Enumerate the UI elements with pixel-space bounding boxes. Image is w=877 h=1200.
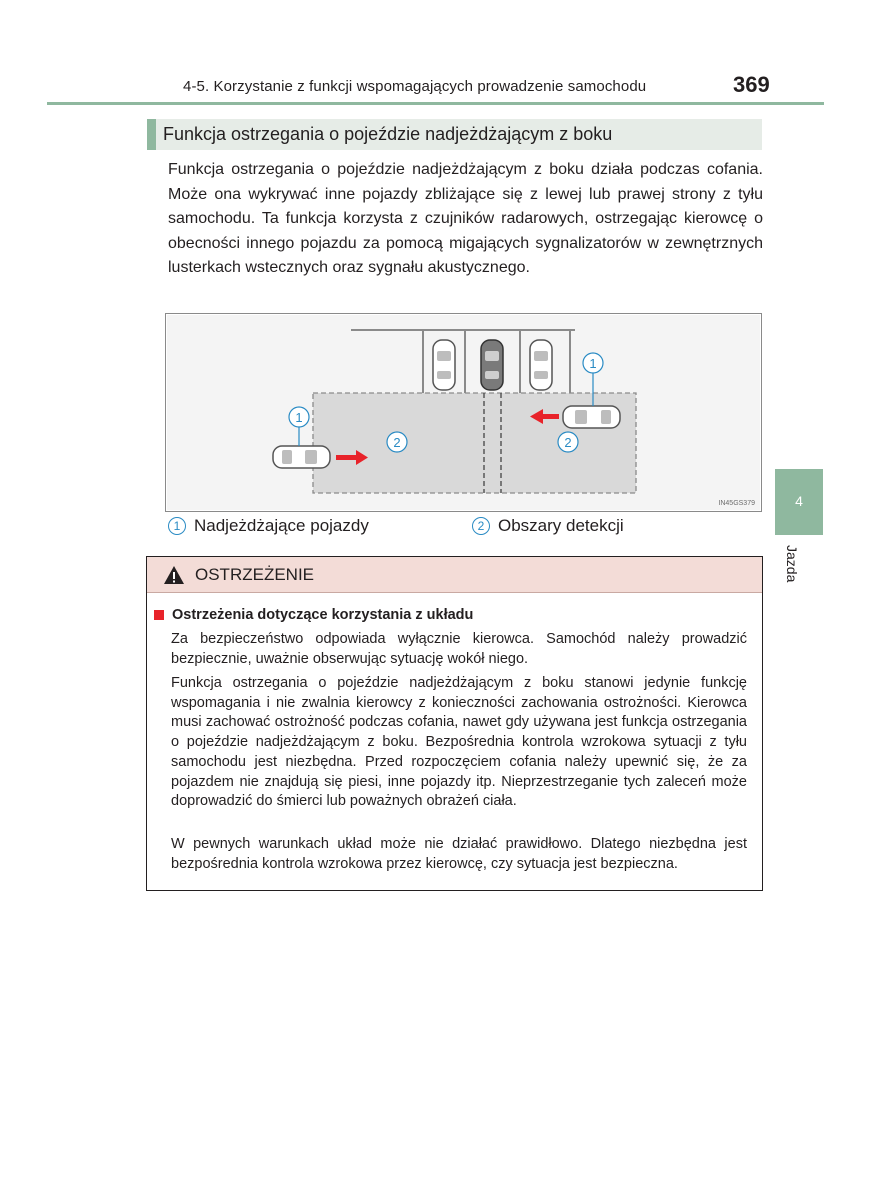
callout-2-right: 2 [564, 435, 572, 450]
section-heading [147, 119, 762, 150]
warning-paragraph-3: W pewnych warunkach układ może nie działać prawidłowo. Dlatego niezbędna jest bezpośrednia kontrola wzrokowa przez kierowcę, czy sytuacja jest bezpieczna. [171, 836, 747, 872]
warning-subheading [154, 607, 473, 623]
chapter-label: Jazda [784, 545, 800, 583]
callout-1-left: 1 [295, 410, 303, 425]
approaching-car-right [563, 406, 620, 428]
chapter-tab[interactable] [775, 469, 823, 535]
page-number: 369 [733, 72, 770, 97]
intro-paragraph: Funkcja ostrzegania o pojeździe nadjeżdżającym z boku działa podczas cofania. Może ona wykrywać inne pojazdy zbliżające się z lewej lub prawej strony z tyłu samochodu. Ta funkcja korzysta z czujników radarowych, ostrzegając kierowcę o obecności innego pojazdu za pomocą migających sygnalizatorów w zewnętrznych lusterkach wstecznych oraz sygnału akustycznego. [168, 161, 763, 276]
section-heading-accent [147, 119, 156, 150]
approaching-car-left [273, 446, 330, 468]
warning-heading: OSTRZEŻENIE [195, 565, 315, 584]
callout-1-right: 1 [589, 356, 597, 371]
parking-diagram [165, 313, 762, 512]
section-heading-text: Funkcja ostrzegania o pojeździe nadjeżdżającym z boku [163, 124, 613, 144]
own-car [481, 340, 503, 390]
legend-item-1-label: Nadjeżdżające pojazdy [194, 516, 369, 535]
callout-2-left: 2 [393, 435, 401, 450]
chapter-number: 4 [795, 493, 803, 509]
warning-header [147, 557, 762, 593]
warning-box [146, 556, 763, 891]
warning-paragraph-2: Funkcja ostrzegania o pojeździe nadjeżdżającym z boku stanowi jedynie funkcję wspomagania i nie zwalnia kierowcy z konieczności zachowania ostrożności. Kierowca musi zachować ostrożność podczas cofania, nawet gdy używana jest funkcja ostrzegania o pojeździe nadjeżdżającym z boku. Bezpośrednia kontrola wzrokowa sytuacji z tyłu samochodu jest niezbędna. Przed rozpoczęciem cofania należy upewnić się, że za pojazdem nie znajdują się piesi, inne pojazdy itp. Nieprzestrzeganie tych zaleceń może doprowadzić do śmierci lub poważnych obrażeń ciała. [171, 675, 747, 810]
legend-item-2-label: Obszary detekcji [498, 516, 624, 535]
warning-triangle-icon [163, 565, 185, 585]
parked-car-left [433, 340, 455, 390]
red-square-icon [154, 610, 164, 620]
legend-item-1-number: 1 [168, 517, 186, 535]
header-rule [47, 102, 824, 105]
parked-car-right [530, 340, 552, 390]
figure-code: IN45GS379 [718, 500, 755, 507]
page-header-title: 4-5. Korzystanie z funkcji wspomagających prowadzenie samochodu [183, 78, 647, 95]
legend-item-2-number: 2 [472, 517, 490, 535]
warning-paragraph-1: Za bezpieczeństwo odpowiada wyłącznie kierowca. Samochód należy prowadzić bezpiecznie, uważnie obserwując sytuację wokół niego. [171, 631, 747, 667]
legend-item-1 [168, 516, 369, 536]
warning-subheading-text: Ostrzeżenia dotyczące korzystania z układu [172, 607, 474, 623]
legend-item-2 [472, 516, 624, 536]
